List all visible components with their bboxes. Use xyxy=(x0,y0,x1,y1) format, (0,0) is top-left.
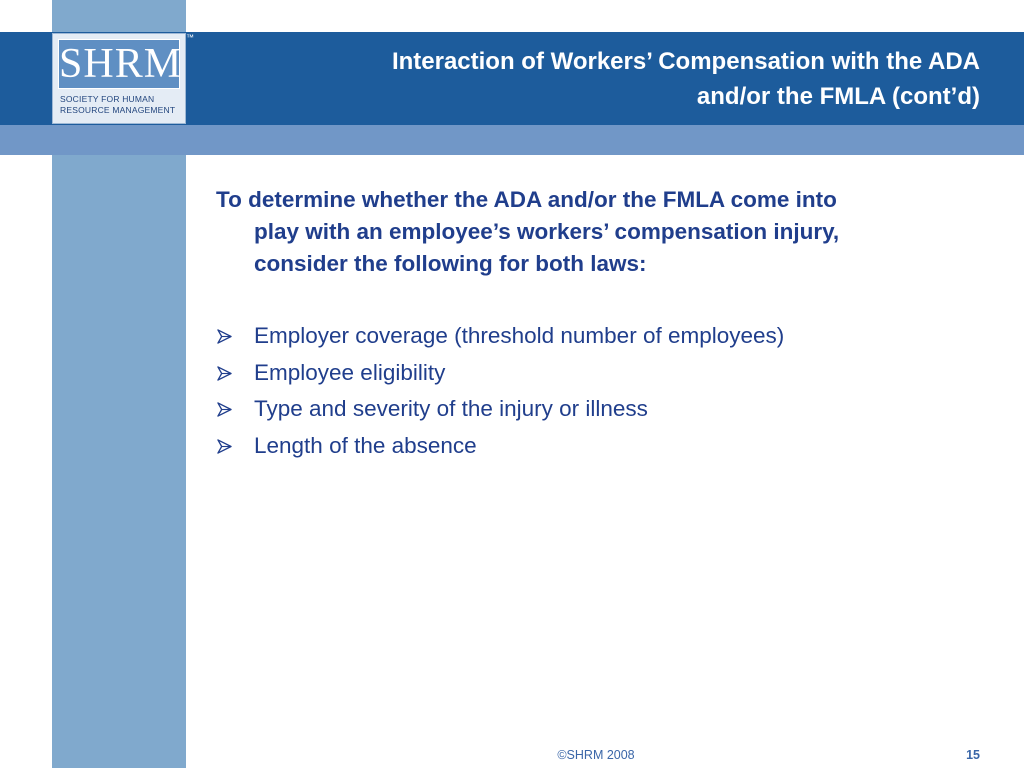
list-item xyxy=(216,391,986,428)
arrow-bullet-icon xyxy=(217,402,232,417)
bullet-text: Employee eligibility xyxy=(254,359,446,385)
list-item xyxy=(216,428,986,465)
logo-caption-line2: RESOURCE MANAGEMENT xyxy=(60,105,176,115)
bullet-text: Type and severity of the injury or illness xyxy=(254,396,648,422)
intro-line2: play with an employee’s workers’ compensation injury, xyxy=(254,219,840,244)
logo-letters: SHRM xyxy=(59,41,183,87)
bullet-text: Length of the absence xyxy=(254,432,477,458)
slide-title-line2: and/or the FMLA (cont’d) xyxy=(696,83,980,110)
bullet-text: Employer coverage (threshold number of employees) xyxy=(254,323,785,348)
shrm-logo xyxy=(52,33,186,124)
list-item xyxy=(216,318,986,355)
intro-paragraph xyxy=(216,184,986,280)
page-number: 15 xyxy=(966,748,980,762)
slide-title xyxy=(220,44,980,114)
intro-line1: To determine whether the ADA and/or the FMLA come into xyxy=(216,187,837,212)
sub-band xyxy=(0,125,1024,155)
list-item xyxy=(216,355,986,392)
logo-trademark: ™ xyxy=(186,33,194,42)
arrow-bullet-icon xyxy=(217,366,232,381)
arrow-bullet-icon xyxy=(217,439,232,454)
intro-line3: consider the following for both laws: xyxy=(254,251,647,276)
arrow-bullet-icon xyxy=(217,329,232,344)
logo-caption xyxy=(60,94,184,116)
slide-title-line1: Interaction of Workers’ Compensation with the ADA xyxy=(391,48,980,75)
footer-copyright: ©SHRM 2008 xyxy=(557,748,635,762)
bullet-list xyxy=(216,318,986,464)
logo-caption-line1: SOCIETY FOR HUMAN xyxy=(60,94,155,104)
